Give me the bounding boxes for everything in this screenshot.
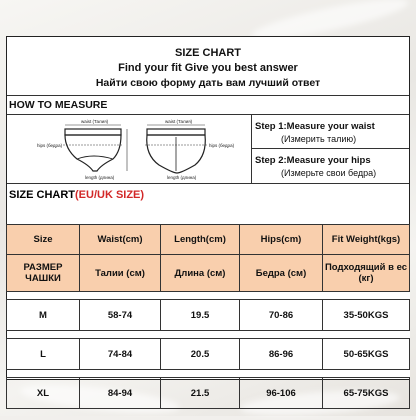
table-row — [7, 378, 410, 409]
header-weight: Fit Weight(kgs) — [323, 225, 410, 255]
header-length: Length(cm) — [161, 225, 240, 255]
subtitle-en: Find your fit Give you best answer — [118, 62, 298, 74]
step-2 — [251, 149, 409, 183]
back-length-label: length (длина) — [167, 175, 197, 180]
step-2-en: Step 2:Measure your hips — [255, 155, 371, 166]
front-length-label: length (длина) — [85, 175, 115, 180]
waist-cell: 58-74 — [80, 300, 161, 331]
size-chart-card — [6, 36, 410, 399]
step-1-ru: (Измерить талию) — [281, 134, 357, 144]
front-hips-label: hips (бедра) — [37, 143, 63, 148]
header-hips: Hips(cm) — [240, 225, 323, 255]
table-header-en — [7, 225, 410, 255]
briefs-diagram — [7, 115, 252, 183]
step-1 — [251, 115, 409, 149]
header-waist-ru: Талии (см) — [80, 255, 161, 292]
size-cell: M — [7, 300, 80, 331]
step-2-ru: (Измерьте свои бедра) — [281, 168, 377, 178]
weight-cell: 50-65KGS — [323, 339, 410, 370]
size-cell: L — [7, 339, 80, 370]
hips-cell: 70-86 — [240, 300, 323, 331]
table-row — [7, 300, 410, 331]
header-waist: Waist(cm) — [80, 225, 161, 255]
chart-header — [7, 37, 409, 96]
header-weight-ru: Подходящий в ес (кг) — [323, 255, 410, 292]
weight-cell: 65-75KGS — [323, 378, 410, 409]
header-hips-ru: Бедра (см) — [240, 255, 323, 292]
measure-steps — [251, 115, 409, 183]
hips-cell: 96-106 — [240, 378, 323, 409]
measure-section — [7, 115, 409, 184]
page-title: SIZE CHART — [175, 47, 241, 59]
size-chart-label: SIZE CHART — [9, 189, 75, 201]
size-region-label: (EU/UK SIZE) — [75, 189, 145, 201]
waist-cell: 84-94 — [80, 378, 161, 409]
length-cell: 19.5 — [161, 300, 240, 331]
table-row — [7, 339, 410, 370]
header-size: Size — [7, 225, 80, 255]
how-to-measure-heading: HOW TO MEASURE — [7, 96, 409, 115]
weight-cell: 35-50KGS — [323, 300, 410, 331]
length-cell: 21.5 — [161, 378, 240, 409]
header-size-ru: РАЗМЕР ЧАШКИ — [7, 255, 80, 292]
size-table — [6, 224, 410, 409]
size-chart-heading — [7, 184, 409, 206]
hips-cell: 86-96 — [240, 339, 323, 370]
front-waist-label: waist (Талия) — [81, 119, 109, 124]
table-header-ru — [7, 255, 410, 292]
briefs-back-icon — [145, 119, 235, 180]
back-waist-label: waist (Талия) — [165, 119, 193, 124]
subtitle-ru: Найти свою форму дать вам лучший ответ — [95, 77, 321, 89]
briefs-front-icon — [37, 119, 127, 180]
back-hips-label: hips (бедра) — [209, 143, 235, 148]
step-1-en: Step 1:Measure your waist — [255, 121, 375, 132]
header-length-ru: Длина (см) — [161, 255, 240, 292]
length-cell: 20.5 — [161, 339, 240, 370]
size-cell: XL — [7, 378, 80, 409]
waist-cell: 74-84 — [80, 339, 161, 370]
